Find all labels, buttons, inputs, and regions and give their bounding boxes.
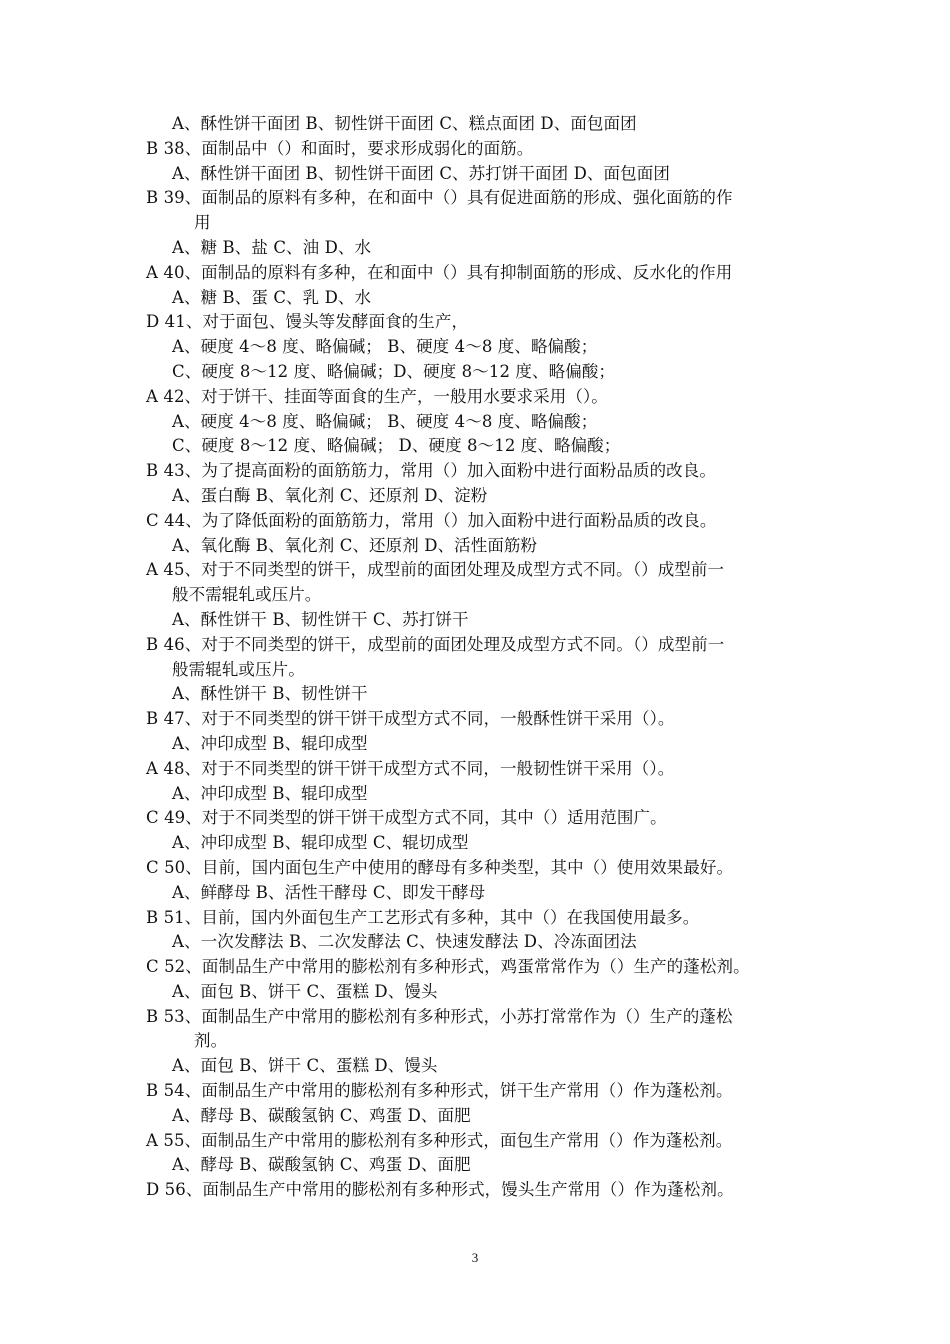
continuation-line: 用	[194, 213, 211, 233]
question-line: B 47、对于不同类型的饼干饼干成型方式不同，一般酥性饼干采用（）。	[146, 709, 675, 729]
option-line: A、一次发酵法 B、二次发酵法 C、快速发酵法 D、冷冻面团法	[172, 932, 637, 952]
option-line: A、鲜酵母 B、活性干酵母 C、即发干酵母	[172, 882, 486, 902]
option-line: C、硬度 8～12 度、略偏碱；D、硬度 8～12 度、略偏酸；	[172, 361, 616, 381]
option-line: A、硬度 4～8 度、略偏碱； B、硬度 4～8 度、略偏酸；	[172, 337, 598, 357]
question-line: C 44、为了降低面粉的面筋筋力，常用（）加入面粉中进行面粉品质的改良。	[146, 510, 717, 530]
question-list	[0, 112, 950, 1203]
question-line: D 41、对于面包、馒头等发酵面食的生产，	[146, 312, 469, 332]
question-line: A 40、面制品的原料有多种，在和面中（）具有抑制面筋的形成、反水化的作用	[146, 262, 733, 282]
option-line: A、酥性饼干 B、韧性饼干 C、苏打饼干	[172, 609, 469, 629]
option-line: A、面包 B、饼干 C、蛋糕 D、馒头	[172, 981, 438, 1001]
option-line: A、酵母 B、碳酸氢钠 C、鸡蛋 D、面肥	[172, 1155, 471, 1175]
question-line: B 43、为了提高面粉的面筋筋力，常用（）加入面粉中进行面粉品质的改良。	[146, 461, 716, 481]
option-line: A、糖 B、蛋 C、乳 D、水	[172, 287, 372, 307]
option-line: A、酥性饼干面团 B、韧性饼干面团 C、苏打饼干面团 D、面包面团	[172, 163, 670, 183]
option-line: A、冲印成型 B、辊印成型	[172, 733, 368, 753]
option-line: A、酥性饼干 B、韧性饼干	[172, 684, 368, 704]
question-line: A 45、对于不同类型的饼干，成型前的面团处理及成型方式不同。（）成型前一	[146, 560, 725, 580]
option-line: A、蛋白酶 B、氧化剂 C、还原剂 D、淀粉	[172, 485, 488, 505]
page-number: 3	[471, 1250, 479, 1265]
continuation-line: 剂。	[194, 1031, 228, 1051]
question-line: B 53、面制品生产中常用的膨松剂有多种形式，小苏打常常作为（）生产的蓬松	[146, 1006, 733, 1026]
option-line: A、酥性饼干面团 B、韧性饼干面团 C、糕点面团 D、面包面团	[172, 114, 637, 133]
option-line: 般不需辊轧或压片。	[172, 585, 322, 605]
option-line: A、糖 B、盐 C、油 D、水	[172, 237, 372, 257]
question-line: C 49、对于不同类型的饼干饼干成型方式不同，其中（）适用范围广。	[146, 808, 667, 828]
option-line: A、冲印成型 B、辊印成型	[172, 783, 368, 803]
option-line: A、硬度 4～8 度、略偏碱； B、硬度 4～8 度、略偏酸；	[172, 411, 598, 431]
option-line: C、硬度 8～12 度、略偏碱； D、硬度 8～12 度、略偏酸；	[172, 436, 621, 456]
question-line: C 50、目前，国内面包生产中使用的酵母有多种类型，其中（）使用效果最好。	[146, 857, 734, 877]
question-line: A 55、面制品生产中常用的膨松剂有多种形式，面包生产常用（）作为蓬松剂。	[146, 1130, 733, 1150]
option-line: A、冲印成型 B、辊印成型 C、辊切成型	[172, 833, 469, 853]
question-line: B 51、目前，国内外面包生产工艺形式有多种，其中（）在我国使用最多。	[146, 907, 700, 927]
question-line: B 46、对于不同类型的饼干，成型前的面团处理及成型方式不同。（）成型前一	[146, 634, 725, 654]
question-line: A 42、对于饼干、挂面等面食的生产，一般用水要求采用（）。	[146, 386, 608, 406]
question-line: B 54、面制品生产中常用的膨松剂有多种形式，饼干生产常用（）作为蓬松剂。	[146, 1081, 733, 1101]
question-line: C 52、面制品生产中常用的膨松剂有多种形式，鸡蛋常常作为（）生产的蓬松剂。	[146, 957, 750, 977]
option-line: A、酵母 B、碳酸氢钠 C、鸡蛋 D、面肥	[172, 1105, 471, 1125]
option-line: A、氧化酶 B、氧化剂 C、还原剂 D、活性面筋粉	[172, 535, 538, 555]
option-line: 般需辊轧或压片。	[172, 659, 305, 679]
question-line: B 38、面制品中（）和面时，要求形成弱化的面筋。	[146, 138, 534, 158]
option-line: A、面包 B、饼干 C、蛋糕 D、馒头	[172, 1056, 438, 1076]
question-line: A 48、对于不同类型的饼干饼干成型方式不同，一般韧性饼干采用（）。	[146, 758, 675, 778]
question-line: D 56、面制品生产中常用的膨松剂有多种形式，馒头生产常用（）作为蓬松剂。	[146, 1180, 734, 1200]
question-line: B 39、面制品的原料有多种，在和面中（）具有促进面筋的形成、强化面筋的作	[146, 188, 733, 208]
